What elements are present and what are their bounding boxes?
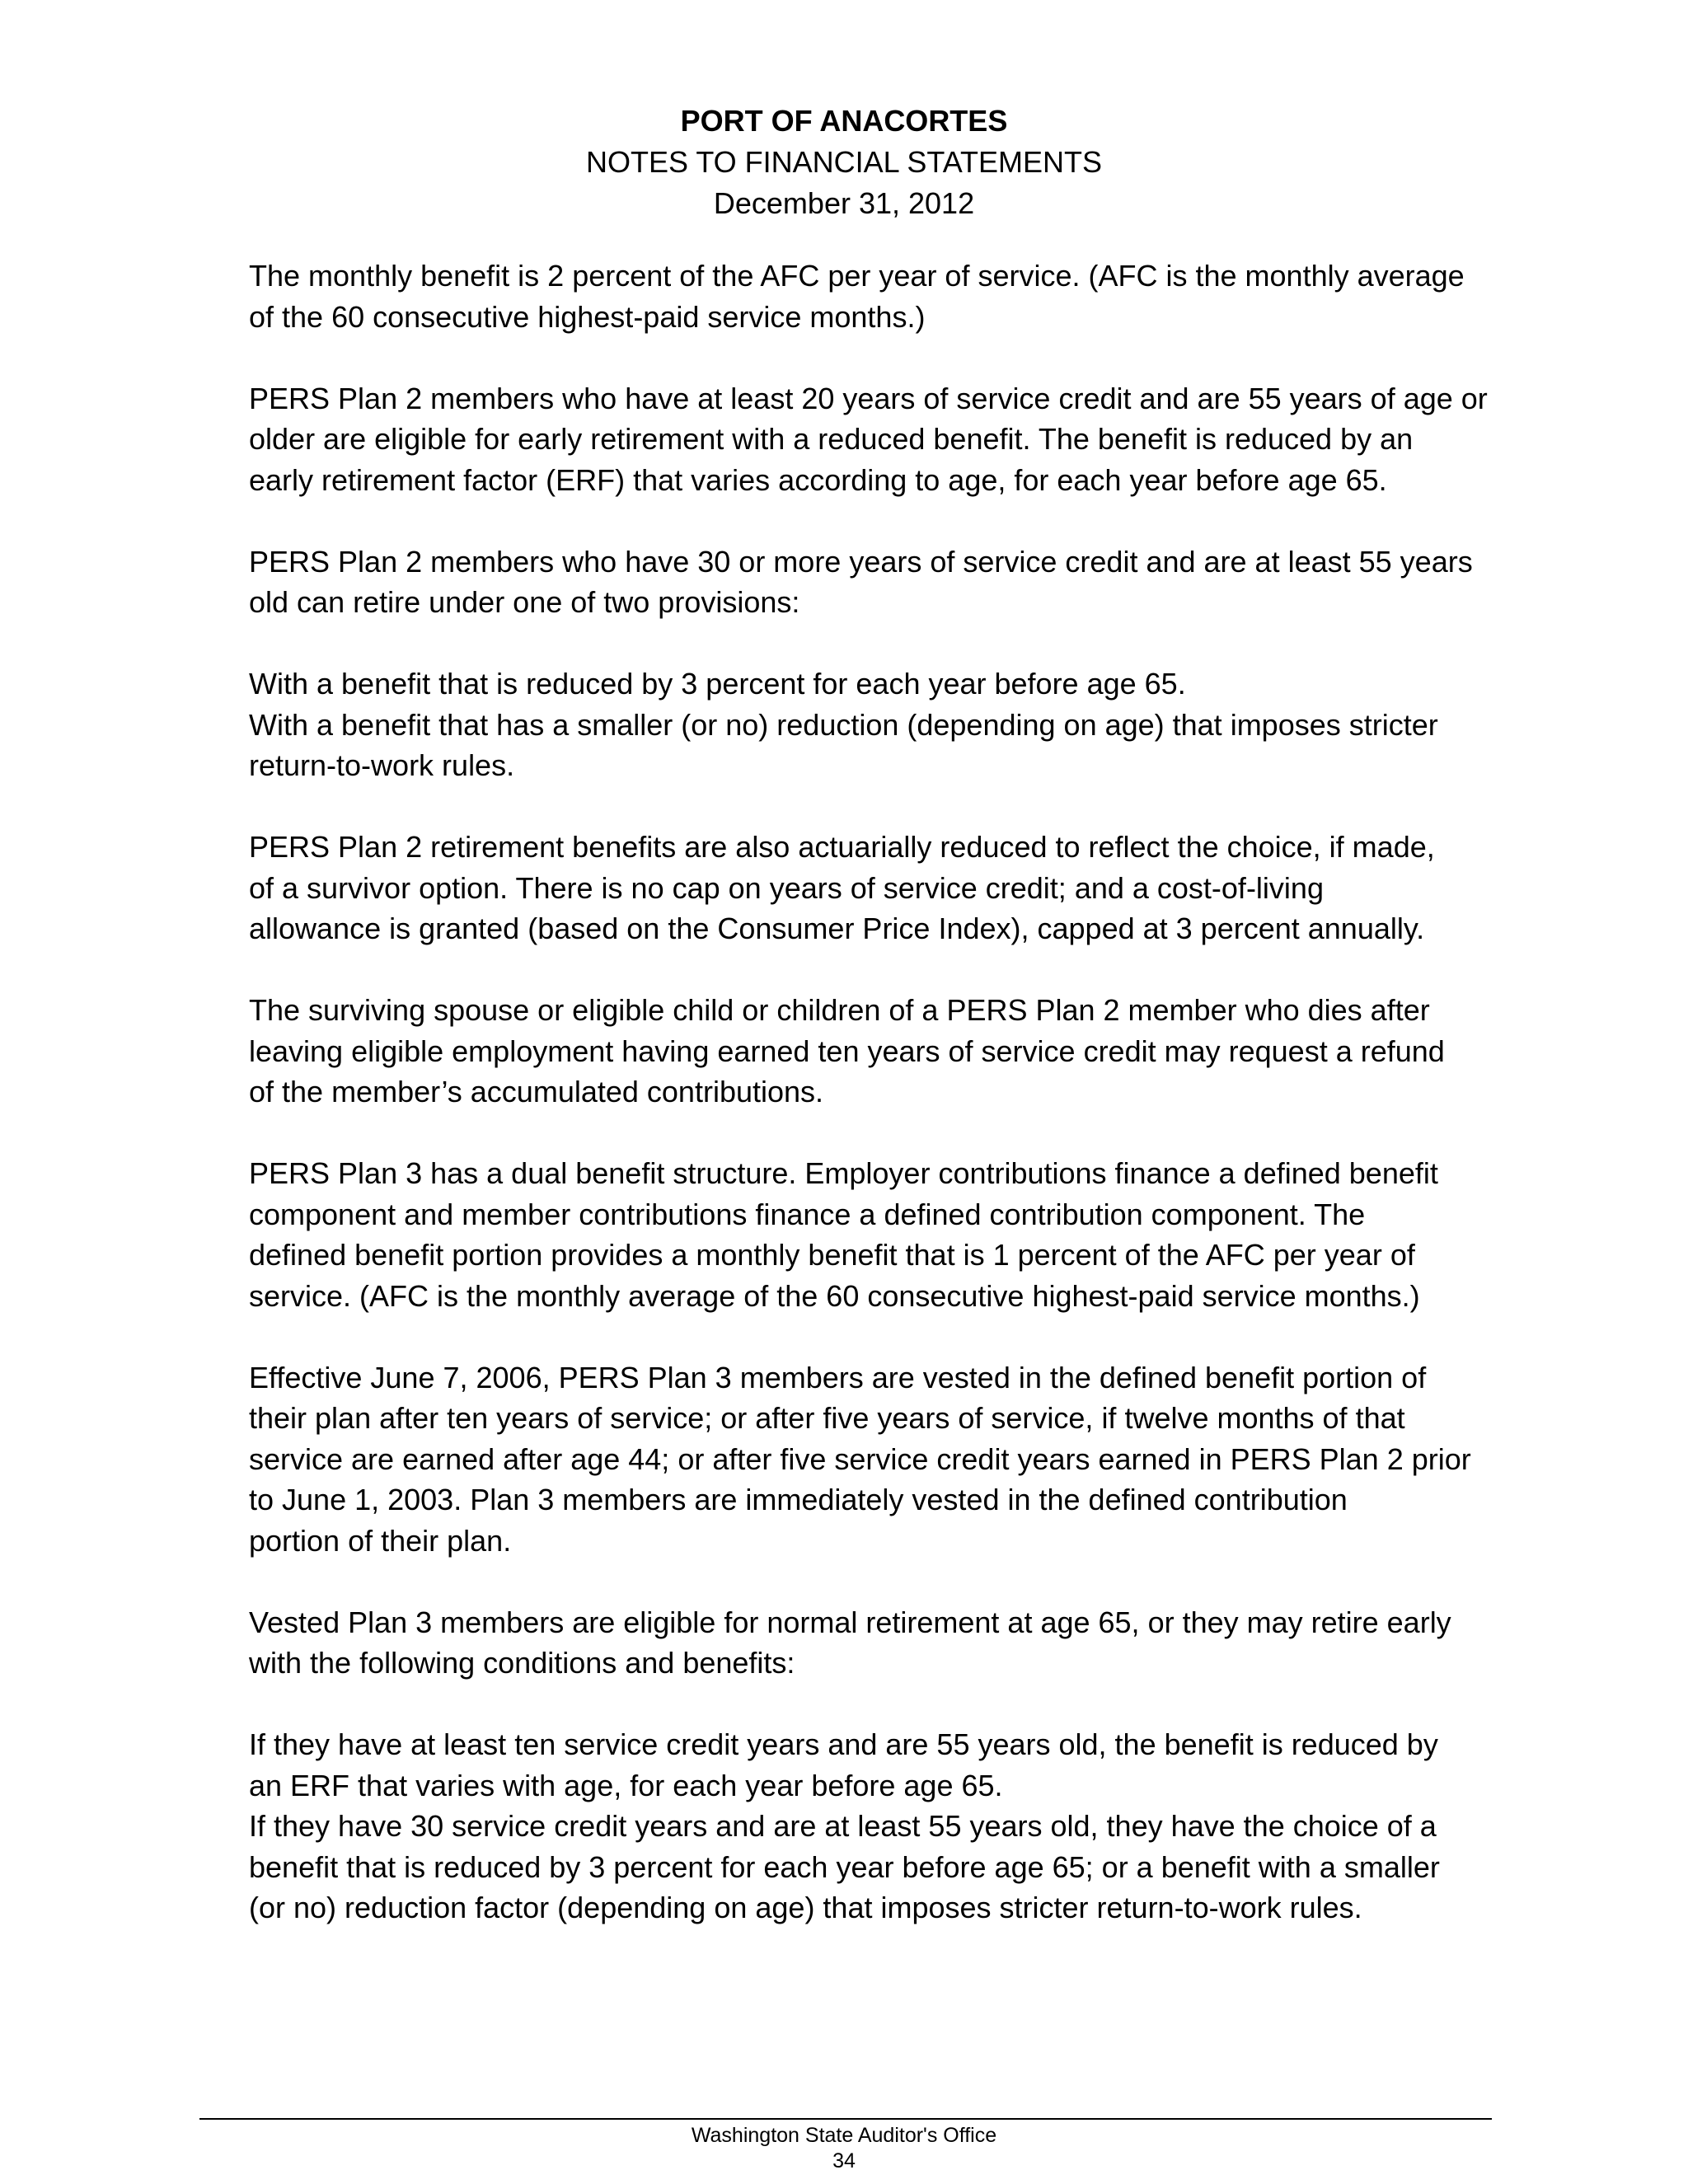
paragraph-line: of the member’s accumulated contributions. xyxy=(249,1075,824,1108)
paragraph-line: leaving eligible employment having earned ten years of service credit may request a refund xyxy=(249,1033,1445,1068)
page-header xyxy=(0,101,1688,224)
paragraph-line: If they have 30 service credit years and are at least 55 years old, they have the choice of a xyxy=(249,1809,1437,1843)
paragraph xyxy=(249,827,1502,949)
paragraph-line: early retirement factor (ERF) that varies according to age, for each year before age 65. xyxy=(249,462,1387,497)
paragraph xyxy=(249,1153,1502,1316)
paragraph-line: service. (AFC is the monthly average of the 60 consecutive highest-paid service months.) xyxy=(249,1278,1420,1313)
page-number: 34 xyxy=(832,2149,856,2172)
paragraph-line: If they have at least ten service credit years and are 55 years old, the benefit is reduced by xyxy=(249,1727,1438,1761)
paragraph-line: with the following conditions and benefits: xyxy=(249,1646,795,1680)
organization-title: PORT OF ANACORTES xyxy=(680,104,1008,138)
paragraph xyxy=(249,1724,1502,1929)
paragraph-line: component and member contributions finance a defined contribution component. The xyxy=(249,1197,1366,1231)
footer-divider xyxy=(199,2118,1492,2120)
paragraph-line: of the 60 consecutive highest-paid service months.) xyxy=(249,299,926,334)
paragraph-line: older are eligible for early retirement with a reduced benefit. The benefit is reduced by an xyxy=(249,422,1414,456)
paragraph xyxy=(249,1602,1502,1684)
paragraph-line: benefit that is reduced by 3 percent for each year before age 65; or a benefit with a smaller xyxy=(249,1849,1440,1884)
paragraph-line: defined benefit portion provides a monthly benefit that is 1 percent of the AFC per year of xyxy=(249,1238,1415,1272)
paragraph-line: The surviving spouse or eligible child or children of a PERS Plan 2 member who dies after xyxy=(249,993,1430,1027)
paragraph-line: PERS Plan 3 has a dual benefit structure. Employer contributions finance a defined benefit xyxy=(249,1156,1438,1190)
paragraph-line: allowance is granted (based on the Consumer Price Index), capped at 3 percent annually. xyxy=(249,912,1425,945)
paragraph-line: (or no) reduction factor (depending on age) that imposes stricter return-to-work rules. xyxy=(249,1891,1362,1924)
paragraph-line: Effective June 7, 2006, PERS Plan 3 members are vested in the defined benefit portion of xyxy=(249,1360,1427,1394)
paragraph-line: portion of their plan. xyxy=(249,1523,512,1558)
paragraph xyxy=(249,990,1502,1113)
paragraph-line: service are earned after age 44; or after five service credit years earned in PERS Plan 2 prior xyxy=(249,1441,1471,1476)
footer-office: Washington State Auditor's Office xyxy=(691,2124,997,2147)
paragraph-line: an ERF that varies with age, for each year before age 65. xyxy=(249,1768,1003,1802)
paragraph xyxy=(249,378,1502,501)
paragraph-line: PERS Plan 2 retirement benefits are also actuarially reduced to reflect the choice, if made, xyxy=(249,830,1435,864)
page-footer xyxy=(0,2123,1688,2174)
notes-body xyxy=(249,255,1502,1969)
paragraph-line: PERS Plan 2 members who have at least 20 years of service credit and are 55 years of age or xyxy=(249,381,1488,415)
paragraph xyxy=(249,663,1502,786)
paragraph-line: of a survivor option. There is no cap on years of service credit; and a cost-of-living xyxy=(249,870,1324,905)
paragraph-line: With a benefit that is reduced by 3 percent for each year before age 65. xyxy=(249,667,1186,701)
paragraph xyxy=(249,255,1502,337)
paragraph-line: The monthly benefit is 2 percent of the AFC per year of service. (AFC is the monthly average xyxy=(249,259,1465,293)
paragraph xyxy=(249,541,1502,623)
paragraph-line: With a benefit that has a smaller (or no) reduction (depending on age) that imposes stricter xyxy=(249,707,1438,742)
paragraph-line: to June 1, 2003. Plan 3 members are immediately vested in the defined contribution xyxy=(249,1483,1348,1516)
statement-date: December 31, 2012 xyxy=(713,186,975,220)
paragraph-line: their plan after ten years of service; or after five years of service, if twelve months of that xyxy=(249,1401,1405,1435)
paragraph-line: old can retire under one of two provisions: xyxy=(249,585,800,619)
paragraph xyxy=(249,1357,1502,1562)
paragraph-line: PERS Plan 2 members who have 30 or more years of service credit and are at least 55 years xyxy=(249,544,1473,579)
document-subtitle: NOTES TO FINANCIAL STATEMENTS xyxy=(585,145,1103,179)
paragraph-line: Vested Plan 3 members are eligible for normal retirement at age 65, or they may retire early xyxy=(249,1605,1451,1639)
paragraph-line: return-to-work rules. xyxy=(249,748,515,782)
